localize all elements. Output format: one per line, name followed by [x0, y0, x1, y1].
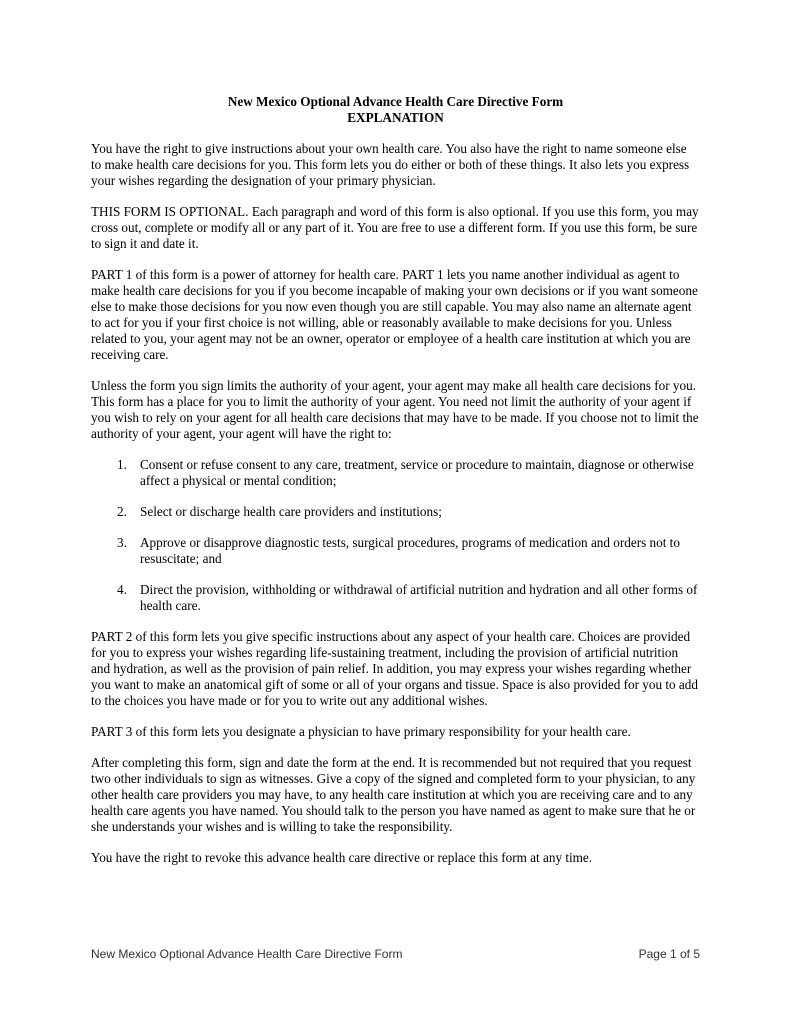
- paragraph-part3: PART 3 of this form lets you designate a physician to have primary responsibility for your health care.: [91, 724, 631, 739]
- document-content: [91, 94, 700, 881]
- list-item: [91, 457, 700, 489]
- list-item: [91, 504, 700, 520]
- paragraph-part1: PART 1 of this form is a power of attorney for health care. PART 1 lets you name another individual as agent to make health care decisions for you if you become incapable of making your own decisions or if you want someone else to make those decisions for you now even though you are still capable. You may also name an alternate agent to act for you if your first choice is not willing, able or reasonably available to make decisions for you. Unless related to you, your agent may not be an owner, operator or employee of a health care institution at which you are receiving care.: [91, 267, 698, 362]
- list-item-number: 3.: [117, 535, 127, 550]
- page-footer: [91, 946, 700, 962]
- list-item: [91, 535, 700, 567]
- title-block: [91, 94, 700, 126]
- paragraph-revoke: You have the right to revoke this advance health care directive or replace this form at any time.: [91, 850, 593, 865]
- paragraph-intro: You have the right to give instructions about your own health care. You also have the right to name someone else to make health care decisions for you. This form lets you do either or both of these things. It also lets you express your wishes regarding the designation of your primary physician.: [91, 141, 690, 188]
- footer-document-name: New Mexico Optional Advance Health Care Directive Form: [91, 947, 403, 961]
- list-item-text: Consent or refuse consent to any care, treatment, service or procedure to maintain, diagnose or otherwise affect a physical or mental condition;: [140, 457, 694, 488]
- paragraph-form-optional: THIS FORM IS OPTIONAL. Each paragraph and word of this form is also optional. If you use this form, you may cross out, complete or modify all or any part of it. You are free to use a different form. If you use this form, be sure to sign it and date it.: [91, 204, 699, 251]
- list-item-text: Approve or disapprove diagnostic tests, surgical procedures, programs of medication and orders not to resuscitate; and: [140, 535, 680, 566]
- list-item: [91, 582, 700, 614]
- footer-page-number: Page 1 of 5: [638, 947, 700, 961]
- list-item-number: 1.: [117, 457, 127, 472]
- list-item-number: 2.: [117, 504, 127, 519]
- paragraph-agent-authority: Unless the form you sign limits the authority of your agent, your agent may make all health care decisions for you. This form has a place for you to limit the authority of your agent. You need not limit the authority of your agent if you wish to rely on your agent for all health care decisions that may have to be made. If you choose not to limit the authority of your agent, your agent will have the right to:: [91, 378, 699, 441]
- document-subtitle: EXPLANATION: [347, 110, 444, 125]
- list-item-text: Select or discharge health care providers and institutions;: [140, 504, 442, 519]
- list-item-text: Direct the provision, withholding or withdrawal of artificial nutrition and hydration and all other forms of health care.: [140, 582, 698, 613]
- document-title: New Mexico Optional Advance Health Care Directive Form: [227, 94, 564, 109]
- paragraph-part2: PART 2 of this form lets you give specific instructions about any aspect of your health care. Choices are provided for you to express your wishes regarding life-sustaining treatment, including the provision of artificial nutrition and hydration, as well as the provision of pain relief. In addition, you may express your wishes regarding whether you want to make an anatomical gift of some or all of your organs and tissue. Space is also provided for you to add to the choices you have made or for you to write out any additional wishes.: [91, 629, 698, 708]
- paragraph-after-completing: After completing this form, sign and date the form at the end. It is recommended but not required that you request two other individuals to sign as witnesses. Give a copy of the signed and completed form to your physician, to any other health care providers you may have, to any health care institution at which you are receiving care and to any health care agents you have named. You should talk to the person you have named as agent to make sure that he or she understands your wishes and is willing to take the responsibility.: [91, 755, 696, 834]
- list-item-number: 4.: [117, 582, 127, 597]
- agent-rights-list: [91, 457, 700, 614]
